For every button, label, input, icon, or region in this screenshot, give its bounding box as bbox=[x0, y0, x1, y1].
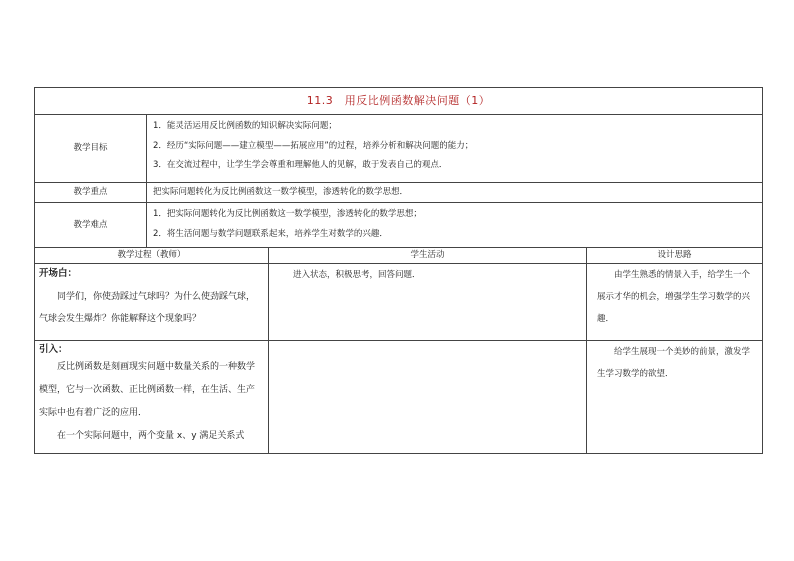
objectives-content bbox=[147, 115, 763, 183]
opening-cell bbox=[35, 264, 269, 341]
opening-activity-cell bbox=[269, 264, 587, 341]
opening-design-cell bbox=[587, 264, 763, 341]
header-process: 教学过程（教师） bbox=[35, 248, 269, 264]
opening-text: 同学们，你使劲踩过气球吗？为什么使劲踩气球，气球会发生爆炸？你能解释这个现象吗？ bbox=[39, 291, 256, 324]
opening-design: 由学生熟悉的情景入手，给学生一个展示才华的机会，増强学生学习数学的兴趣． bbox=[597, 270, 751, 324]
intro-title: 引入： bbox=[39, 344, 68, 355]
objective-item: 1．能灵活运用反比例函数的知识解决实际问题； bbox=[153, 121, 337, 131]
key-point-text: 把实际问题转化为反比例函数这一数学模型，渗透转化的数学思想． bbox=[147, 183, 763, 203]
intro-cell bbox=[35, 341, 269, 454]
header-design: 设计思路 bbox=[587, 248, 763, 264]
opening-title: 开场白： bbox=[39, 268, 78, 279]
intro-design: 给学生展现一个美妙的前景，激发学生学习数学的欲望． bbox=[597, 347, 751, 379]
difficulty-item: 1．把实际问题转化为反比例函数这一数学模型，渗透转化的数学思想； bbox=[153, 209, 422, 219]
page-title: 11.3 用反比例函数解决问题（1） bbox=[35, 88, 763, 115]
difficulty-label: 教学难点 bbox=[35, 203, 147, 248]
intro-para1: 反比例函数是刻画现实问题中数量关系的一种数学模型，它与一次函数、正比例函数一样，在生活、生产实际中也有着广泛的应用． bbox=[39, 361, 256, 418]
key-point-label: 教学重点 bbox=[35, 183, 147, 203]
difficulty-content bbox=[147, 203, 763, 248]
intro-activity-cell bbox=[269, 341, 587, 454]
lesson-plan bbox=[34, 87, 762, 454]
opening-activity: 进入状态，积极思考，回答问题． bbox=[293, 270, 421, 280]
objective-item: 2．经历“实际问题——建立模型——拓展应用”的过程，培养分析和解决问题的能力； bbox=[153, 140, 474, 151]
header-activity: 学生活动 bbox=[269, 248, 587, 264]
intro-para2: 在一个实际问题中，两个变量 x、y 满足关系式 bbox=[57, 430, 245, 441]
objectives-label: 教学目标 bbox=[35, 115, 147, 183]
difficulty-item: 2．将生活问题与数学问题联系起来，培养学生对数学的兴趣． bbox=[153, 228, 388, 239]
objective-item: 3．在交流过程中，让学生学会尊重和理解他人的见解，敢于发表自己的观点． bbox=[153, 160, 448, 171]
intro-design-cell bbox=[587, 341, 763, 454]
lesson-table bbox=[34, 87, 763, 454]
